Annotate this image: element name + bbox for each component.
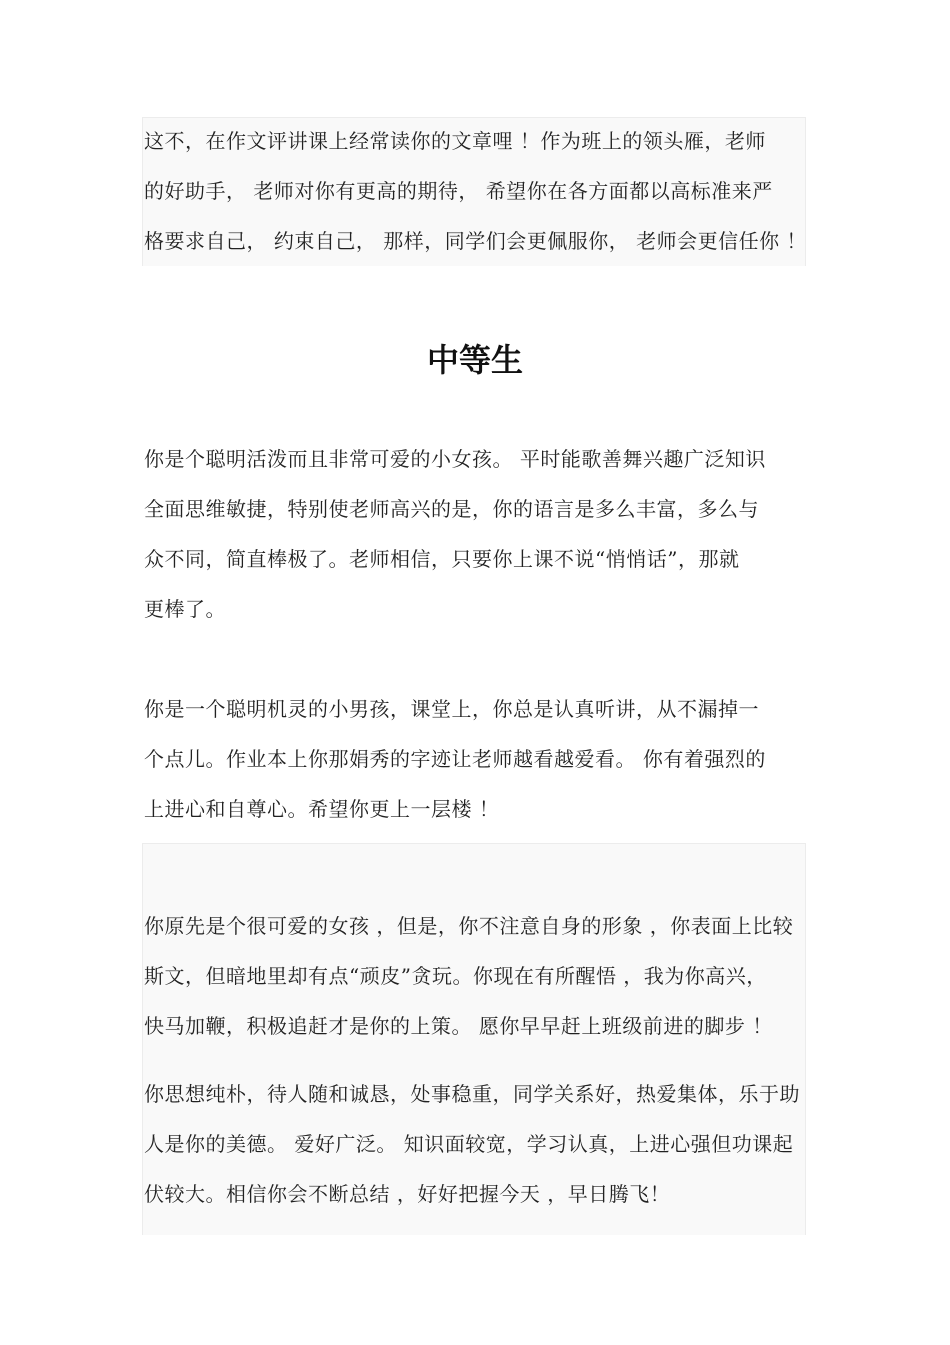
section-heading: 中等生 (426, 341, 523, 379)
paragraph-line: 个点儿。作业本上你那娟秀的字迹让老师越看越爱看。 你有着强烈的 (144, 747, 766, 771)
paragraph-line: 伏较大。相信你会不断总结 ，好好把握今天 ，早日腾飞！ (144, 1182, 671, 1206)
comment-paragraph (144, 1069, 804, 1219)
paragraph-line: 的好助手， 老师对你有更高的期待， 希望你在各方面都以高标准来严 (144, 179, 773, 203)
paragraph-line: 全面思维敏捷，特别使老师高兴的是，你的语言是多么丰富，多么与 (144, 497, 759, 521)
paragraph-line: 人是你的美德。 爱好广泛。 知识面较宽，学习认真，上进心强但功课起 (144, 1132, 794, 1156)
paragraph-line: 这不，在作文评讲课上经常读你的文章哩 ！作为班上的领头雁，老师 (144, 129, 766, 153)
paragraph-line: 更棒了。 (144, 597, 226, 621)
paragraph-line: 快马加鞭，积极追赶才是你的上策。 愿你早早赶上班级前进的脚步 ！ (144, 1014, 773, 1038)
paragraph-line: 格要求自己， 约束自己， 那样，同学们会更佩服你， 老师会更信任你 ！ (144, 229, 807, 253)
paragraph-line: 斯文，但暗地里却有点“顽皮”贪玩。你现在有所醒悟 ，我为你高兴， (144, 964, 767, 988)
paragraph-line: 你是一个聪明机灵的小男孩，课堂上，你总是认真听讲，从不漏掉一 (144, 697, 759, 721)
comment-paragraph (144, 434, 804, 634)
paragraph-line: 上进心和自尊心。希望你更上一层楼 ！ (144, 797, 500, 821)
comment-paragraph (144, 684, 804, 834)
paragraph-line: 众不同，简直棒极了。老师相信，只要你上课不说“悄悄话”，那就 (144, 547, 740, 571)
comment-paragraph (144, 901, 804, 1051)
paragraph-line: 你是个聪明活泼而且非常可爱的小女孩。 平时能歌善舞兴趣广泛知识 (144, 447, 766, 471)
intro-paragraph (144, 116, 807, 266)
paragraph-line: 你原先是个很可爱的女孩 ，但是，你不注意自身的形象 ，你表面上比较 (144, 914, 794, 938)
paragraph-line: 你思想纯朴，待人随和诚恳，处事稳重，同学关系好，热爱集体，乐于助 (144, 1082, 800, 1106)
